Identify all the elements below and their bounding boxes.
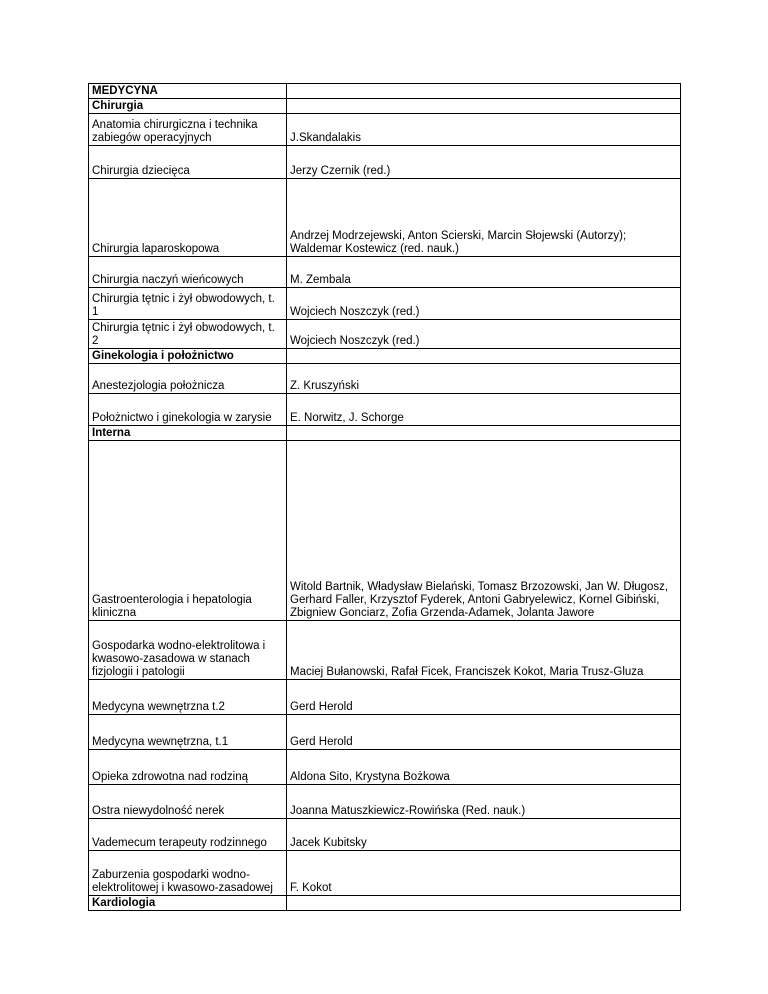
title-cell: Opieka zdrowotna nad rodziną: [89, 750, 287, 785]
title-cell: Medycyna wewnętrzna, t.1: [89, 715, 287, 750]
title-cell: Położnictwo i ginekologia w zarysie: [89, 394, 287, 426]
author-cell: [287, 896, 681, 911]
title-cell: Chirurgia tętnic i żył obwodowych, t. 1: [89, 288, 287, 320]
table-row: [89, 715, 681, 750]
author-cell: [287, 99, 681, 114]
author-cell: Andrzej Modrzejewski, Anton Scierski, Marcin Słojewski (Autorzy); Waldemar Kostewicz (red. nauk.): [287, 179, 681, 257]
title-cell: Chirurgia dziecięca: [89, 146, 287, 179]
title-cell: Zaburzenia gospodarki wodno-elektrolitowej i kwasowo-zasadowej: [89, 851, 287, 896]
title-cell: Gastroenterologia i hepatologia kliniczna: [89, 441, 287, 621]
author-cell: Joanna Matuszkiewicz-Rowińska (Red. nauk.): [287, 785, 681, 819]
table-row: [89, 441, 681, 621]
author-cell: Gerd Herold: [287, 680, 681, 715]
table-row: [89, 179, 681, 257]
section-heading: Interna: [89, 426, 287, 441]
author-cell: Wojciech Noszczyk (red.): [287, 320, 681, 349]
table-row: [89, 114, 681, 146]
author-cell: Jacek Kubitsky: [287, 819, 681, 851]
table-row: [89, 785, 681, 819]
author-cell: Wojciech Noszczyk (red.): [287, 288, 681, 320]
table-row: [89, 257, 681, 288]
section-heading: Chirurgia: [89, 99, 287, 114]
title-cell: Anatomia chirurgiczna i technika zabiegów operacyjnych: [89, 114, 287, 146]
table-row: [89, 394, 681, 426]
section-heading: MEDYCYNA: [89, 84, 287, 99]
author-cell: [287, 84, 681, 99]
author-cell: M. Zembala: [287, 257, 681, 288]
table-row: [89, 320, 681, 349]
title-cell: Chirurgia naczyń wieńcowych: [89, 257, 287, 288]
author-cell: Maciej Bułanowski, Rafał Ficek, Franciszek Kokot, Maria Trusz-Gluza: [287, 621, 681, 680]
title-cell: Anestezjologia położnicza: [89, 364, 287, 394]
table-row: [89, 621, 681, 680]
table-row: [89, 896, 681, 911]
author-cell: [287, 426, 681, 441]
table-row: [89, 750, 681, 785]
book-list-table: [88, 83, 681, 911]
table-row: [89, 364, 681, 394]
author-cell: E. Norwitz, J. Schorge: [287, 394, 681, 426]
title-cell: Chirurgia tętnic i żył obwodowych, t. 2: [89, 320, 287, 349]
table-row: [89, 349, 681, 364]
author-cell: Jerzy Czernik (red.): [287, 146, 681, 179]
section-heading: Ginekologia i położnictwo: [89, 349, 287, 364]
author-cell: Gerd Herold: [287, 715, 681, 750]
author-cell: J.Skandalakis: [287, 114, 681, 146]
section-heading: Kardiologia: [89, 896, 287, 911]
table-row: [89, 819, 681, 851]
table-row: [89, 288, 681, 320]
title-cell: Gospodarka wodno-elektrolitowa i kwasowo-zasadowa w stanach fizjologii i patologii: [89, 621, 287, 680]
author-cell: Aldona Sito, Krystyna Bożkowa: [287, 750, 681, 785]
author-cell: Z. Kruszyński: [287, 364, 681, 394]
table-row: [89, 146, 681, 179]
author-cell: Witold Bartnik, Władysław Bielański, Tomasz Brzozowski, Jan W. Długosz, Gerhard Faller, Krzysztof Fyderek, Antoni Gabryelewicz, Kornel Gibiński, Zbigniew Gonciarz, Zofia Grzenda-Adamek, Jolanta Jawore: [287, 441, 681, 621]
title-cell: Vademecum terapeuty rodzinnego: [89, 819, 287, 851]
author-cell: [287, 349, 681, 364]
table-row: [89, 84, 681, 99]
title-cell: Chirurgia laparoskopowa: [89, 179, 287, 257]
author-cell: F. Kokot: [287, 851, 681, 896]
title-cell: Medycyna wewnętrzna t.2: [89, 680, 287, 715]
title-cell: Ostra niewydolność nerek: [89, 785, 287, 819]
table-row: [89, 680, 681, 715]
table-row: [89, 426, 681, 441]
table-row: [89, 851, 681, 896]
table-row: [89, 99, 681, 114]
